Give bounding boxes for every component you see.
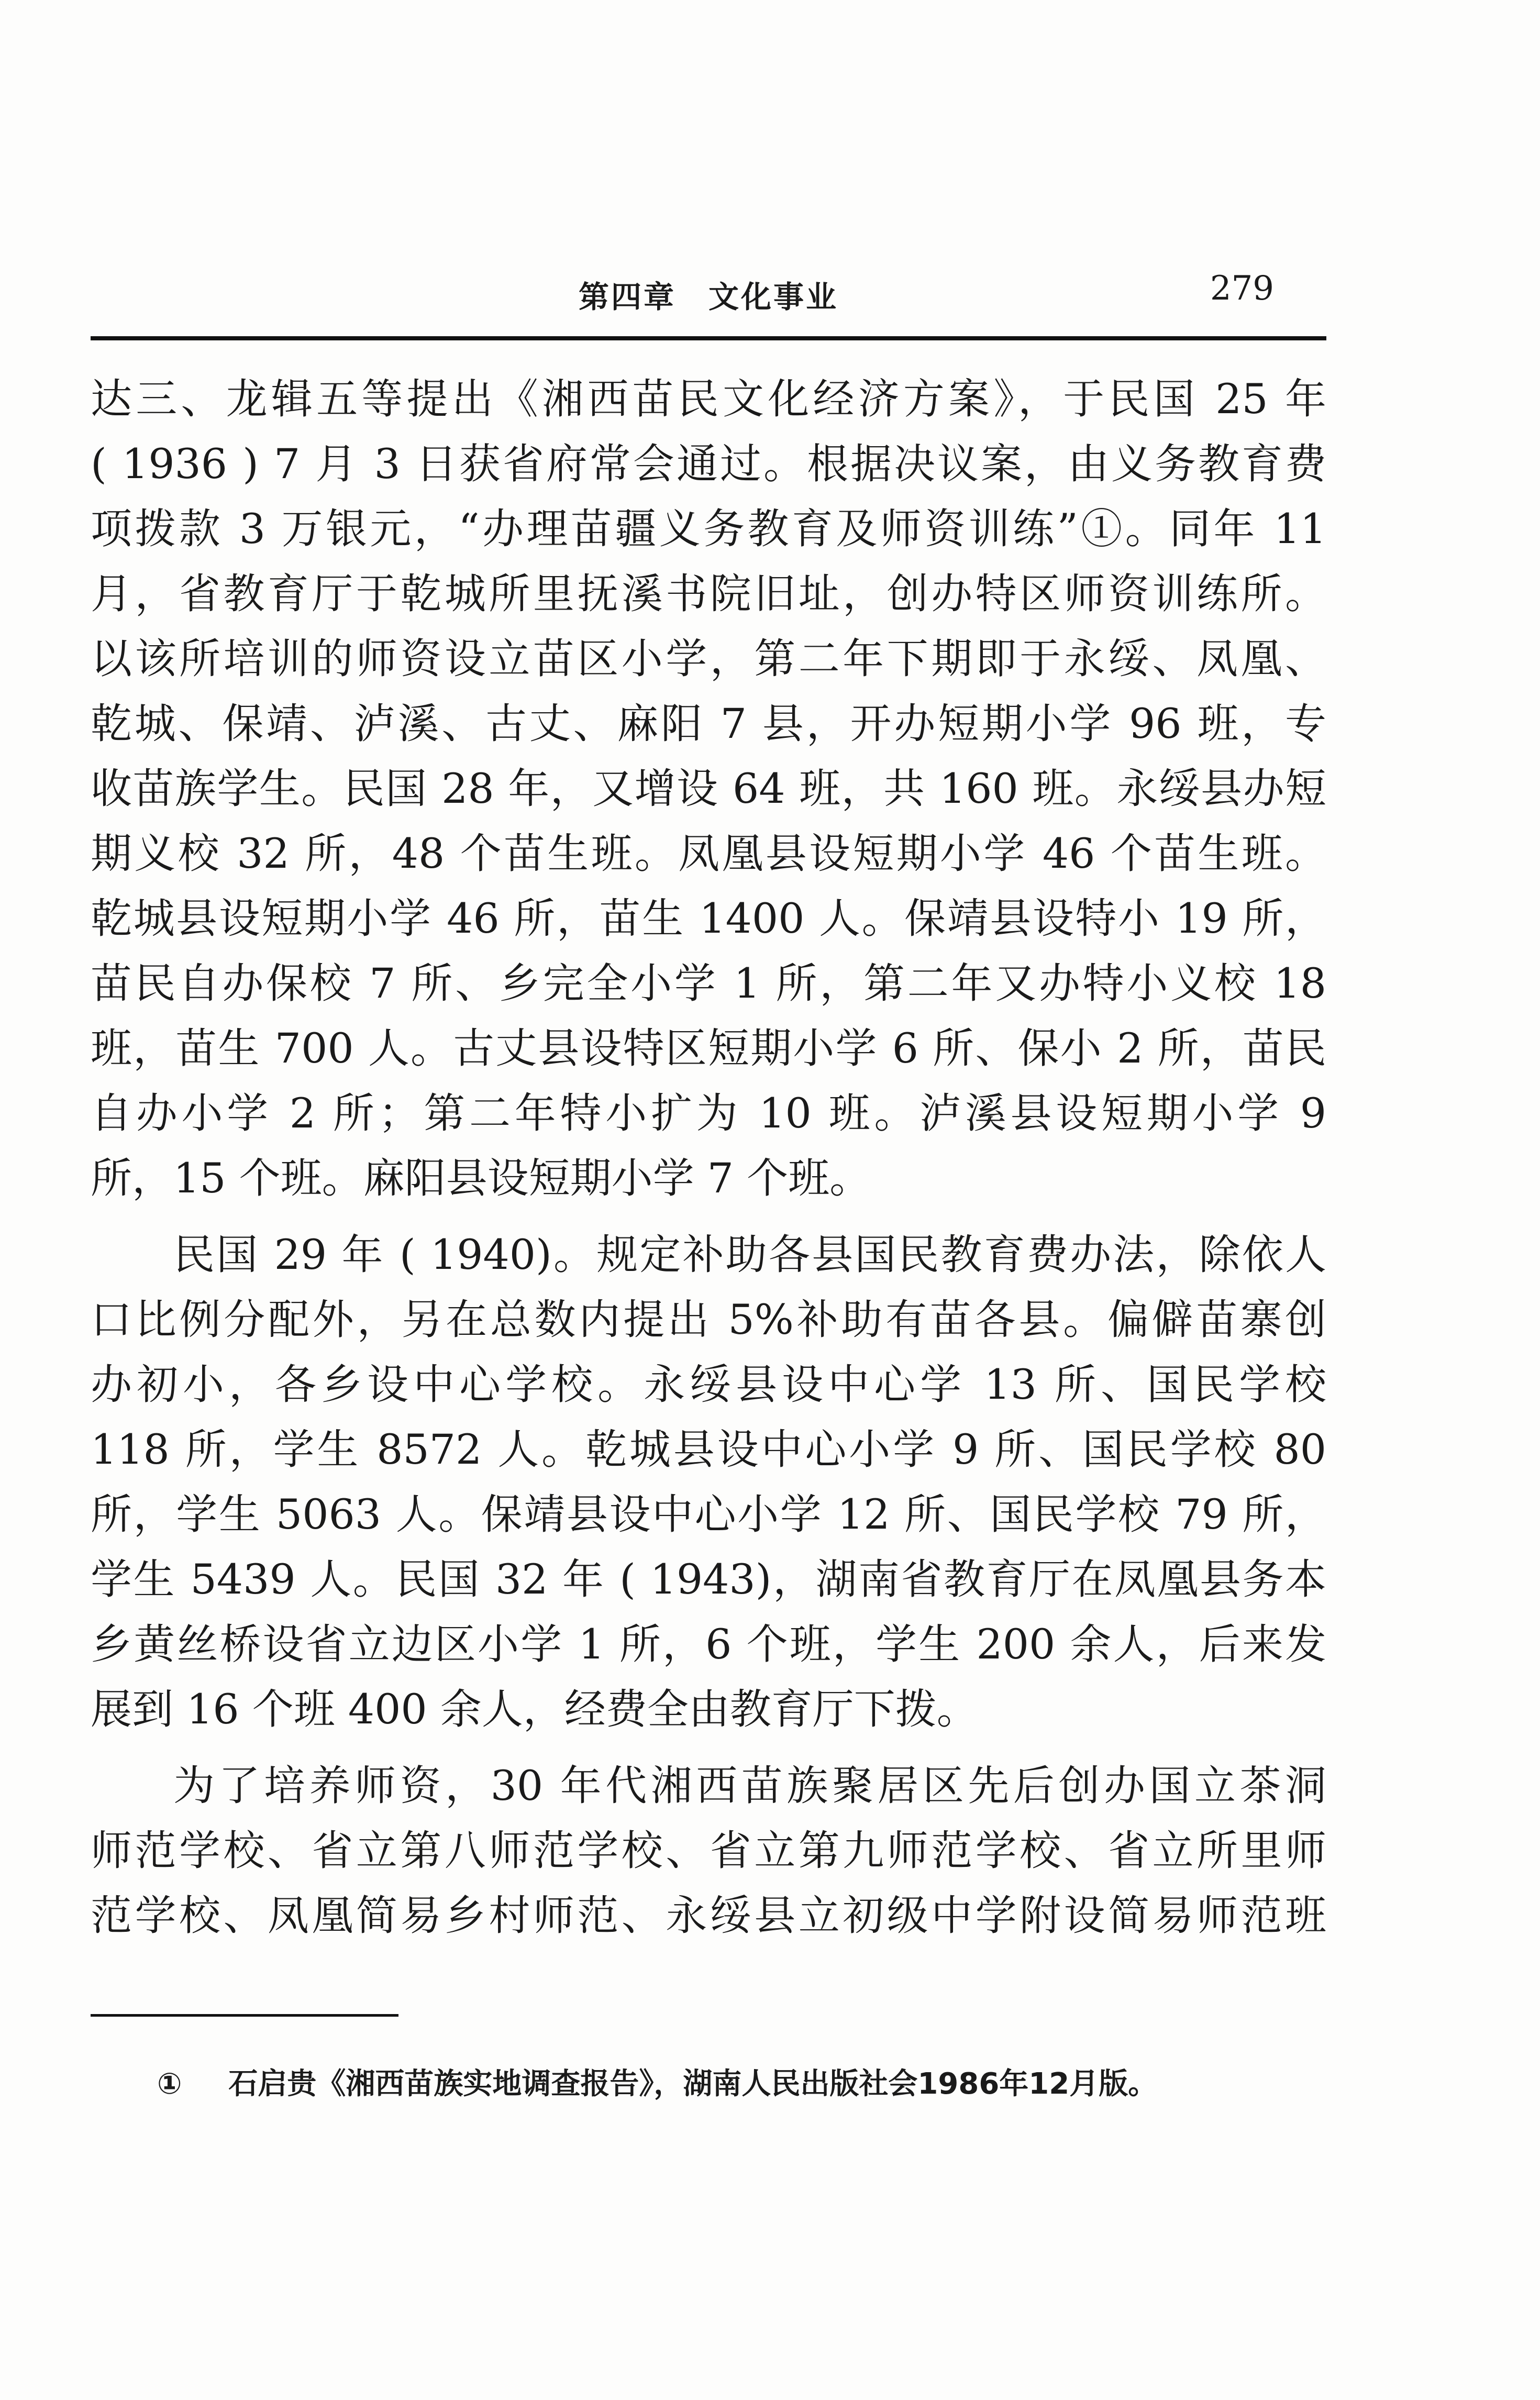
body-text [91, 367, 1326, 1948]
page-number: 279 [1210, 269, 1274, 308]
text-line: 收苗族学生。民国 28 年，又增设 64 班，共 160 班。永绥县办短 [91, 765, 1326, 813]
text-line: 所，学生 5063 人。保靖县设中心小学 12 所、国民学校 79 所， [91, 1490, 1326, 1539]
footnote-marker: ① [157, 2067, 182, 2101]
header-rule [91, 336, 1326, 340]
paragraph-1 [91, 367, 1326, 1211]
footnote-text: 石启贵《湘西苗族实地调查报告》，湖南人民出版社会1986年12月版。 [228, 2067, 1158, 2101]
text-line: 苗民自办保校 7 所、乡完全小学 1 所，第二年又办特小义校 18 [91, 959, 1326, 1008]
text-line: 月，省教育厅于乾城所里抚溪书院旧址，创办特区师资训练所。 [91, 570, 1326, 618]
text-line: 民国 29 年 ( 1940)。规定补助各县国民教育费办法，除依人 [173, 1231, 1326, 1279]
text-line: 项拨款 3 万银元，“办理苗疆义务教育及师资训练”①。同年 11 [91, 505, 1326, 553]
footnote [157, 2061, 1157, 2103]
text-line: 师范学校、省立第八师范学校、省立第九师范学校、省立所里师 [91, 1827, 1326, 1875]
text-line: 达三、龙辑五等提出《湘西苗民文化经济方案》，于民国 25 年 [91, 375, 1326, 423]
text-line: 班，苗生 700 人。古丈县设特区短期小学 6 所、保小 2 所，苗民 [91, 1024, 1326, 1072]
text-line: 乾城县设短期小学 46 所，苗生 1400 人。保靖县设特小 19 所， [91, 894, 1326, 943]
text-line: 为了培养师资，30 年代湘西苗族聚居区先后创办国立茶洞 [173, 1762, 1326, 1810]
text-line: 展到 16 个班 400 余人，经费全由教育厅下拨。 [91, 1685, 978, 1733]
text-line: 所，15 个班。麻阳县设短期小学 7 个班。 [91, 1154, 871, 1202]
text-line: 学生 5439 人。民国 32 年 ( 1943)，湖南省教育厅在凤凰县务本 [91, 1555, 1326, 1603]
text-line: 范学校、凤凰简易乡村师范、永绥县立初级中学附设简易师范班 [91, 1892, 1326, 1940]
text-line: 以该所培训的师资设立苗区小学，第二年下期即于永绥、凤凰、 [91, 635, 1326, 683]
running-head [91, 269, 1326, 319]
paragraph-2 [91, 1222, 1326, 1742]
text-line: 118 所，学生 8572 人。乾城县设中心小学 9 所、国民学校 80 [91, 1425, 1326, 1474]
text-line: 办初小，各乡设中心学校。永绥县设中心学 13 所、国民学校 [91, 1361, 1326, 1409]
paragraph-3 [91, 1753, 1326, 1948]
footnote-rule [91, 2014, 398, 2017]
text-line: 自办小学 2 所；第二年特小扩为 10 班。泸溪县设短期小学 9 [91, 1089, 1326, 1137]
text-line: 期义校 32 所，48 个苗生班。凤凰县设短期小学 46 个苗生班。 [91, 830, 1326, 878]
chapter-title: 第四章 文化事业 [578, 279, 838, 315]
text-line: 口比例分配外，另在总数内提出 5%补助有苗各县。偏僻苗寨创 [91, 1296, 1326, 1344]
text-line: 乾城、保靖、泸溪、古丈、麻阳 7 县，开办短期小学 96 班，专 [91, 700, 1326, 748]
text-line: ( 1936 ) 7 月 3 日获省府常会通过。根据决议案，由义务教育费 [91, 440, 1326, 488]
text-line: 乡黄丝桥设省立边区小学 1 所，6 个班，学生 200 余人，后来发 [91, 1620, 1326, 1668]
